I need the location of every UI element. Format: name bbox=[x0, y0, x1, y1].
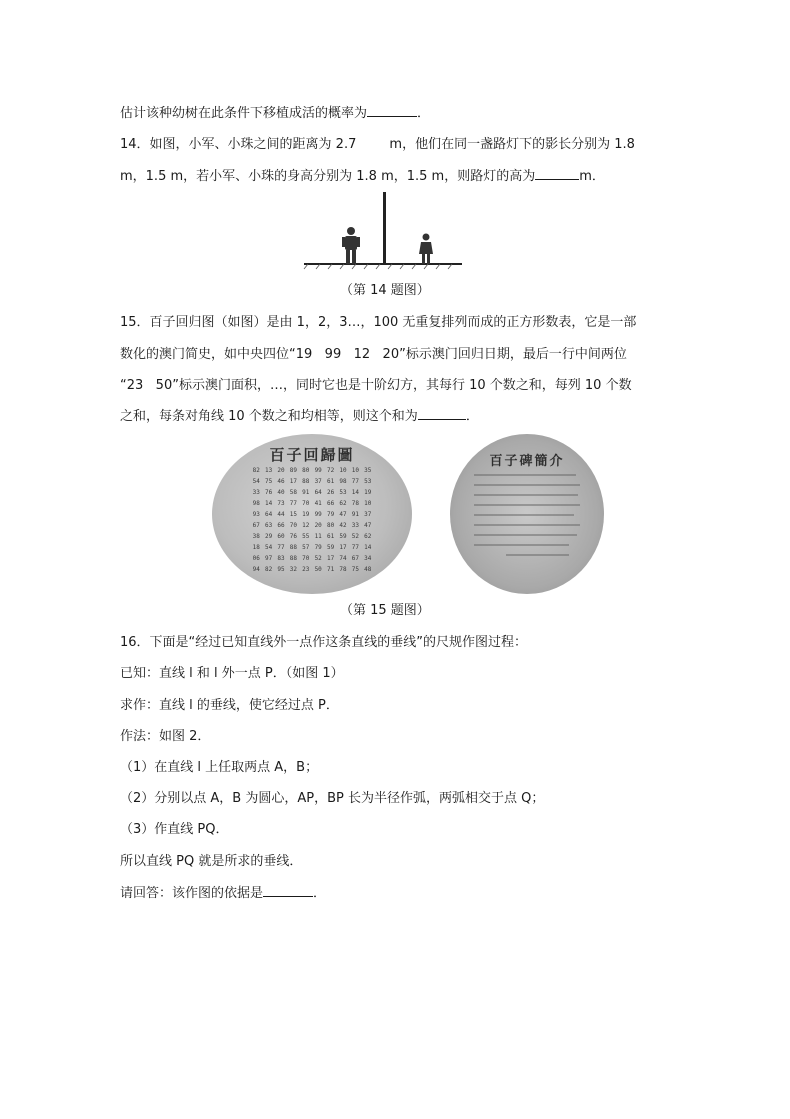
grid-cell: 37 bbox=[314, 478, 322, 485]
grid-cell: 19 bbox=[364, 489, 372, 496]
q14-line-2 bbox=[120, 167, 605, 186]
grid-cell: 74 bbox=[339, 555, 347, 562]
hundred-numbers-plaque bbox=[212, 434, 412, 594]
grid-cell: 47 bbox=[339, 511, 347, 518]
q13-text: 估计该种幼树在此条件下移植成活的概率为 bbox=[120, 106, 368, 121]
q15-text: 之和，每条对角线 10 个数之和均相等，则这个和为 bbox=[120, 409, 418, 424]
grid-cell: 59 bbox=[339, 533, 347, 540]
grid-cell: 77 bbox=[351, 544, 359, 551]
magic-square-grid bbox=[250, 466, 374, 575]
answer-blank bbox=[418, 407, 466, 420]
grid-cell: 52 bbox=[314, 555, 322, 562]
q16-given: 已知：直线 l 和 l 外一点 P．（如图 1） bbox=[120, 666, 344, 681]
figure-15-caption: （第 15 题图） bbox=[340, 603, 430, 618]
grid-cell: 72 bbox=[326, 467, 335, 474]
grid-cell: 94 bbox=[252, 566, 260, 573]
grid-cell: 06 bbox=[252, 555, 260, 562]
grid-cell: 73 bbox=[277, 500, 285, 507]
grid-cell: 97 bbox=[264, 555, 273, 562]
grid-cell: 70 bbox=[289, 522, 297, 529]
q15-line-4 bbox=[120, 407, 479, 426]
grid-cell: 79 bbox=[314, 544, 322, 551]
grid-cell: 79 bbox=[326, 511, 335, 518]
period: ． bbox=[313, 886, 327, 901]
grid-cell: 98 bbox=[339, 478, 347, 485]
grid-cell: 10 bbox=[364, 500, 372, 507]
q15-line-2: 数化的澳门简史，如中央四位“19 99 12 20”标示澳门回归日期，最后一行中间两位 bbox=[120, 347, 627, 362]
grid-cell: 93 bbox=[252, 511, 260, 518]
grid-cell: 52 bbox=[351, 533, 359, 540]
grid-cell: 26 bbox=[326, 489, 335, 496]
grid-cell: 38 bbox=[252, 533, 260, 540]
grid-cell: 48 bbox=[364, 566, 372, 573]
q16-text: 请回答：该作图的依据是 bbox=[120, 886, 264, 901]
grid-cell: 95 bbox=[277, 566, 285, 573]
grid-cell: 54 bbox=[252, 478, 260, 485]
grid-cell: 71 bbox=[326, 566, 335, 573]
grid-cell: 34 bbox=[364, 555, 372, 562]
grid-cell: 14 bbox=[351, 489, 359, 496]
grid-cell: 20 bbox=[277, 467, 285, 474]
grid-cell: 62 bbox=[339, 500, 347, 507]
grid-cell: 64 bbox=[264, 511, 273, 518]
grid-cell: 60 bbox=[277, 533, 285, 540]
grid-cell: 42 bbox=[339, 522, 347, 529]
grid-cell: 64 bbox=[314, 489, 322, 496]
plaque-introduction bbox=[450, 434, 604, 594]
grid-cell: 17 bbox=[289, 478, 297, 485]
q14-line-1: 14．如图，小军、小珠之间的距离为 2.7 m，他们在同一盏路灯下的影长分别为 1.8 bbox=[120, 137, 635, 152]
q16-step-1: （1）在直线 l 上任取两点 A，B； bbox=[120, 760, 319, 775]
q16-required: 求作：直线 l 的垂线，使它经过点 P． bbox=[120, 698, 339, 713]
boy-figure bbox=[342, 227, 360, 264]
street-lamp-figure bbox=[300, 192, 470, 270]
grid-cell: 98 bbox=[252, 500, 260, 507]
grid-cell: 82 bbox=[252, 467, 260, 474]
grid-cell: 55 bbox=[302, 533, 310, 540]
grid-cell: 67 bbox=[351, 555, 359, 562]
grid-cell: 77 bbox=[351, 478, 359, 485]
grid-cell: 41 bbox=[314, 500, 322, 507]
grid-cell: 12 bbox=[302, 522, 310, 529]
grid-cell: 89 bbox=[289, 467, 297, 474]
q16-step-3: （3）作直线 PQ． bbox=[120, 822, 229, 837]
grid-cell: 11 bbox=[314, 533, 322, 540]
grid-cell: 33 bbox=[351, 522, 359, 529]
q16-method: 作法：如图 2． bbox=[120, 729, 211, 744]
grid-cell: 19 bbox=[302, 511, 310, 518]
answer-blank bbox=[367, 104, 417, 117]
q16-line-1: 16．下面是“经过已知直线外一点作这条直线的垂线”的尺规作图过程： bbox=[120, 635, 528, 650]
grid-cell: 10 bbox=[339, 467, 347, 474]
grid-cell: 13 bbox=[264, 467, 273, 474]
grid-cell: 76 bbox=[289, 533, 297, 540]
grid-cell: 70 bbox=[302, 500, 310, 507]
grid-cell: 44 bbox=[277, 511, 285, 518]
q16-conclusion: 所以直线 PQ 就是所求的垂线． bbox=[120, 854, 303, 869]
q16-question bbox=[120, 884, 326, 903]
plaque-title: 百子回歸圖 bbox=[269, 446, 355, 464]
grid-cell: 88 bbox=[289, 555, 297, 562]
q16-step-2: （2）分别以点 A，B 为圆心，AP，BP 长为半径作弧，两弧相交于点 Q； bbox=[120, 791, 545, 806]
grid-cell: 29 bbox=[264, 533, 273, 540]
grid-cell: 77 bbox=[289, 500, 297, 507]
grid-cell: 75 bbox=[351, 566, 359, 573]
grid-cell: 62 bbox=[364, 533, 372, 540]
grid-cell: 63 bbox=[264, 522, 273, 529]
grid-cell: 66 bbox=[277, 522, 285, 529]
blurred-text-lines bbox=[474, 474, 580, 564]
grid-cell: 46 bbox=[277, 478, 285, 485]
answer-blank bbox=[535, 167, 579, 180]
grid-cell: 20 bbox=[314, 522, 322, 529]
grid-cell: 17 bbox=[326, 555, 335, 562]
grid-cell: 80 bbox=[302, 467, 310, 474]
grid-cell: 77 bbox=[277, 544, 285, 551]
grid-cell: 88 bbox=[302, 478, 310, 485]
unit-m: m． bbox=[579, 169, 605, 184]
period: ． bbox=[417, 106, 431, 121]
figure-14-caption: （第 14 题图） bbox=[340, 283, 430, 298]
grid-cell: 14 bbox=[264, 500, 273, 507]
grid-cell: 37 bbox=[364, 511, 372, 518]
grid-cell: 80 bbox=[326, 522, 335, 529]
grid-cell: 47 bbox=[364, 522, 372, 529]
grid-cell: 66 bbox=[326, 500, 335, 507]
grid-cell: 32 bbox=[289, 566, 297, 573]
grid-cell: 35 bbox=[364, 467, 372, 474]
grid-cell: 61 bbox=[326, 478, 335, 485]
q15-line-3: “23 50”标示澳门面积，…，同时它也是十阶幻方，其每行 10 个数之和，每列 10 个数 bbox=[120, 378, 632, 393]
grid-cell: 53 bbox=[339, 489, 347, 496]
q15-line-1: 15．百子回归图（如图）是由 1，2，3…，100 无重复排列而成的正方形数表，它是一部 bbox=[120, 315, 637, 330]
grid-cell: 17 bbox=[339, 544, 347, 551]
plaque-title: 百子碑簡介 bbox=[489, 454, 565, 469]
grid-cell: 14 bbox=[364, 544, 372, 551]
q14-text: m，1.5 m，若小军、小珠的身高分别为 1.8 m，1.5 m，则路灯的高为 bbox=[120, 169, 536, 184]
grid-cell: 91 bbox=[351, 511, 359, 518]
grid-cell: 33 bbox=[252, 489, 260, 496]
grid-cell: 57 bbox=[302, 544, 310, 551]
grid-cell: 58 bbox=[289, 489, 297, 496]
grid-cell: 76 bbox=[264, 489, 273, 496]
grid-cell: 59 bbox=[326, 544, 335, 551]
period: ． bbox=[465, 409, 479, 424]
grid-cell: 88 bbox=[289, 544, 297, 551]
grid-cell: 23 bbox=[302, 566, 310, 573]
grid-cell: 91 bbox=[302, 489, 310, 496]
grid-cell: 75 bbox=[264, 478, 273, 485]
grid-cell: 53 bbox=[364, 478, 372, 485]
grid-cell: 18 bbox=[252, 544, 260, 551]
grid-cell: 78 bbox=[351, 500, 359, 507]
grid-cell: 99 bbox=[314, 467, 322, 474]
grid-cell: 54 bbox=[264, 544, 273, 551]
grid-cell: 61 bbox=[326, 533, 335, 540]
lamp-post bbox=[383, 192, 386, 264]
grid-cell: 67 bbox=[252, 522, 260, 529]
grid-cell: 99 bbox=[314, 511, 322, 518]
grid-cell: 70 bbox=[302, 555, 310, 562]
grid-cell: 50 bbox=[314, 566, 322, 573]
grid-cell: 40 bbox=[277, 489, 285, 496]
q13-answer-line bbox=[120, 104, 430, 123]
grid-cell: 82 bbox=[264, 566, 273, 573]
grid-cell: 83 bbox=[277, 555, 285, 562]
answer-blank bbox=[263, 884, 313, 897]
girl-figure bbox=[419, 234, 433, 265]
grid-cell: 78 bbox=[339, 566, 347, 573]
grid-cell: 15 bbox=[289, 511, 297, 518]
grid-cell: 10 bbox=[351, 467, 359, 474]
